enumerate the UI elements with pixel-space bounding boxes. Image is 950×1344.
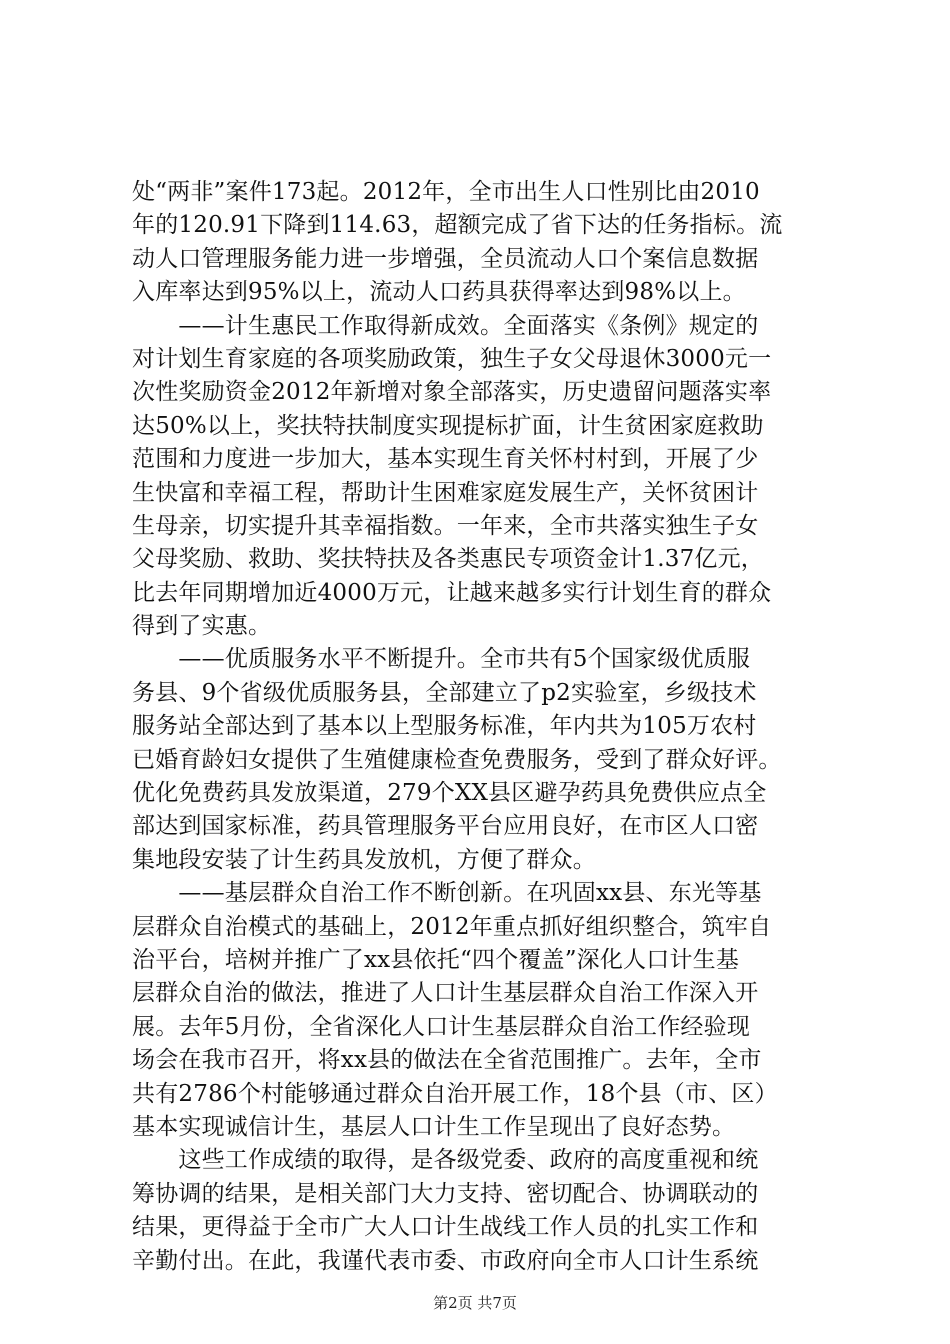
text-line: 辛勤付出。在此，我谨代表市委、市政府向全市人口计生系统 [132, 1247, 759, 1274]
text-line: 比去年同期增加近4000万元，让越来越多实行计划生育的群众 [132, 579, 772, 606]
text-line: 这些工作成绩的取得，是各级党委、政府的高度重视和统 [132, 1147, 759, 1174]
text-line: ——优质服务水平不断提升。全市共有5个国家级优质服 [132, 646, 751, 673]
text-line: 层群众自治的做法，推进了人口计生基层群众自治工作深入开 [132, 980, 759, 1007]
text-line: 共有2786个村能够通过群众自治开展工作，18个县（市、区） [132, 1080, 778, 1107]
text-line: 生母亲，切实提升其幸福指数。一年来，全市共落实独生子女 [132, 512, 759, 539]
text-line: 务县、9个省级优质服务县，全部建立了p2实验室，乡级技术 [132, 679, 757, 706]
text-line: 已婚育龄妇女提供了生殖健康检查免费服务，受到了群众好评。 [132, 746, 782, 773]
text-line: 处“两非”案件173起。2012年，全市出生人口性别比由2010 [132, 179, 760, 205]
text-line: 次性奖励资金2012年新增对象全部落实，历史遗留问题落实率 [132, 379, 772, 406]
text-line: 得到了实惠。 [132, 613, 272, 640]
text-line: 达50%以上，奖扶特扶制度实现提标扩面，计生贫困家庭救助 [132, 412, 764, 439]
text-line: 年的120.91下降到114.63，超额完成了省下达的任务指标。流 [132, 212, 783, 239]
text-line: 生快富和幸福工程，帮助计生困难家庭发展生产，关怀贫困计 [132, 479, 759, 506]
text-line: 结果，更得益于全市广大人口计生战线工作人员的扎实工作和 [132, 1214, 759, 1241]
text-line: 场会在我市召开，将xx县的做法在全省范围推广。去年，全市 [132, 1047, 762, 1074]
text-line: 对计划生育家庭的各项奖励政策，独生子女父母退休3000元一 [132, 345, 772, 372]
text-line: 父母奖励、救助、奖扶特扶及各类惠民专项资金计1.37亿元， [132, 546, 765, 573]
text-line: 基本实现诚信计生，基层人口计生工作呈现出了良好态势。 [132, 1113, 736, 1140]
text-line: 优化免费药具发放渠道，279个XX县区避孕药具免费供应点全 [132, 780, 767, 807]
text-line: 入库率达到95%以上，流动人口药具获得率达到98%以上。 [132, 279, 746, 306]
text-line: 筹协调的结果，是相关部门大力支持、密切配合、协调联动的 [132, 1180, 759, 1207]
text-line: 动人口管理服务能力进一步增强，全员流动人口个案信息数据 [132, 245, 759, 272]
text-line: 服务站全部达到了基本以上型服务标准，年内共为105万农村 [132, 713, 757, 740]
text-line: 层群众自治模式的基础上，2012年重点抓好组织整合，筑牢自 [132, 913, 772, 940]
text-line: 展。去年5月份，全省深化人口计生基层群众自治工作经验现 [132, 1013, 751, 1040]
document-body [132, 176, 832, 1278]
text-line: ——计生惠民工作取得新成效。全面落实《条例》规定的 [132, 312, 759, 339]
text-line: 集地段安装了计生药具发放机，方便了群众。 [132, 846, 596, 873]
text-line: 范围和力度进一步加大，基本实现生育关怀村村到，开展了少 [132, 446, 759, 473]
text-line: 部达到国家标准，药具管理服务平台应用良好，在市区人口密 [132, 813, 759, 840]
page-number-footer: 第2页 共7页 [433, 1294, 517, 1312]
text-line: ——基层群众自治工作不断创新。在巩固xx县、东光等基 [132, 880, 762, 907]
text-line: 治平台，培树并推广了xx县依托“四个覆盖”深化人口计生基 [132, 946, 740, 973]
